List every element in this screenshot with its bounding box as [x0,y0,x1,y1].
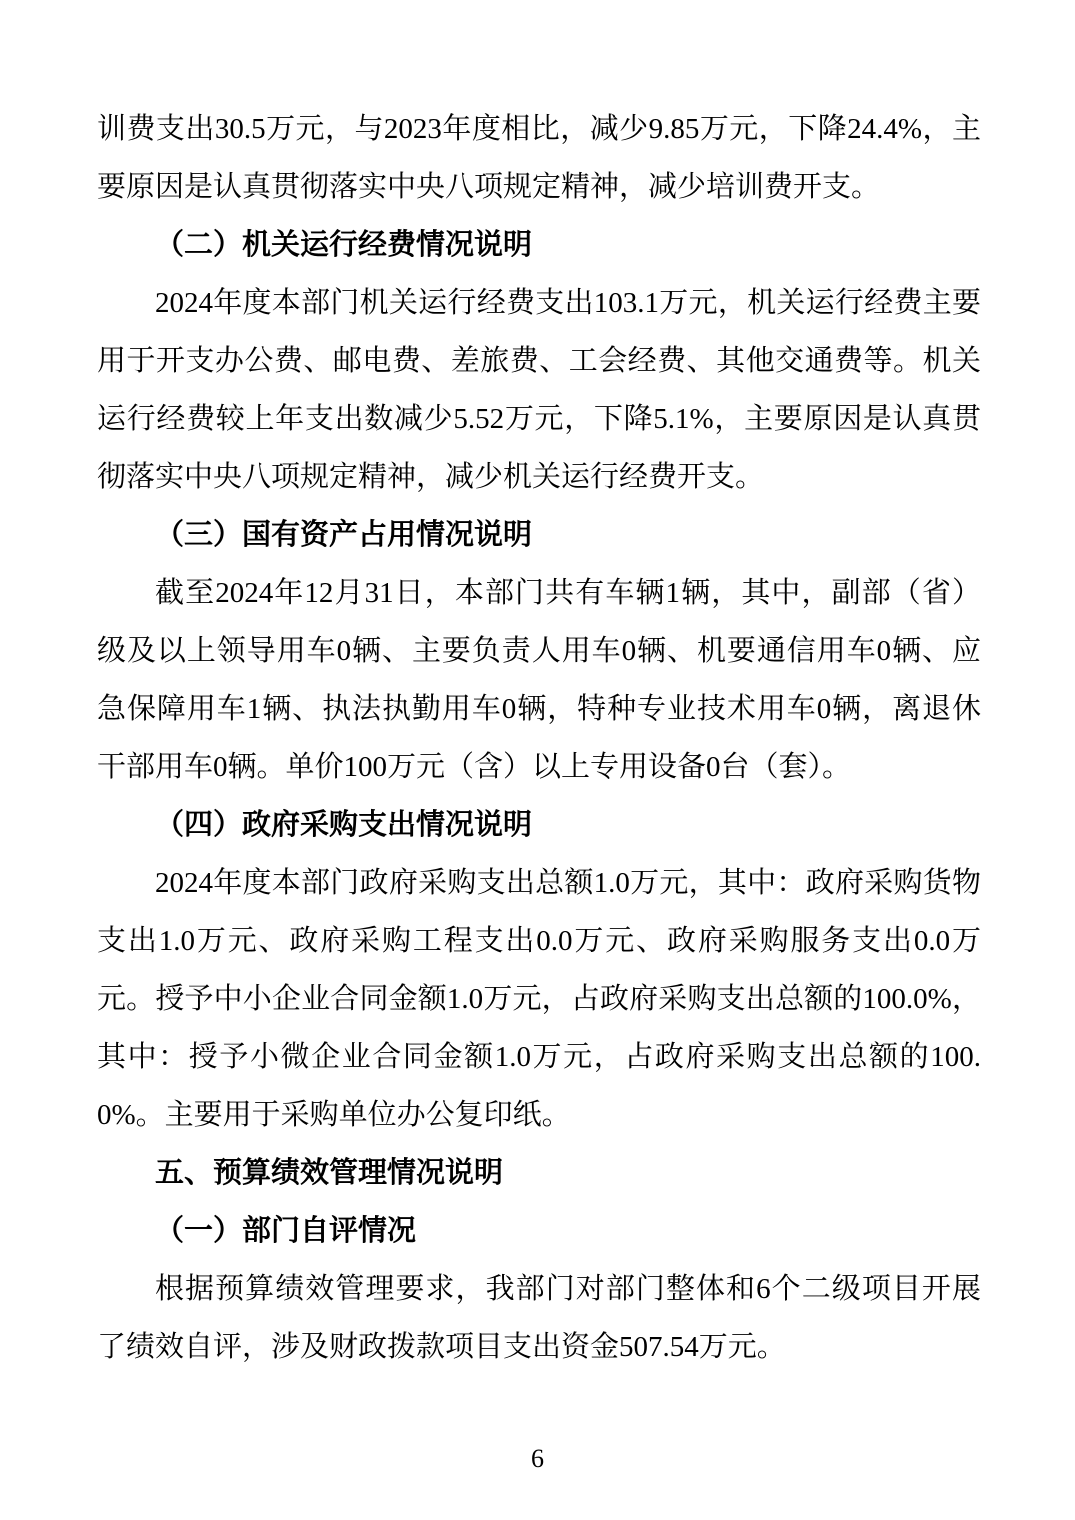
paragraph-department-self-evaluation: 根据预算绩效管理要求，我部门对部门整体和6个二级项目开展了绩效自评，涉及财政拨款项目支出资金507.54万元。 [97,1273,981,1363]
heading-government-procurement: （四）政府采购支出情况说明 [155,809,533,841]
document-body [97,100,981,1376]
heading-department-self-evaluation: （一）部门自评情况 [155,1215,417,1247]
paragraph-agency-operating-costs: 2024年度本部门机关运行经费支出103.1万元，机关运行经费主要用于开支办公费、邮电费、差旅费、工会经费、其他交通费等。机关运行经费较上年支出数减少5.52万元，下降5.1%，主要原因是认真贯彻落实中央八项规定精神，减少机关运行经费开支。 [97,287,981,493]
heading-agency-operating-costs: （二）机关运行经费情况说明 [155,229,533,261]
page-number: 6 [531,1444,544,1473]
paragraph-state-owned-assets: 截至2024年12月31日，本部门共有车辆1辆，其中，副部（省）级及以上领导用车0辆、主要负责人用车0辆、机要通信用车0辆、应急保障用车1辆、执法执勤用车0辆，特种专业技术用车0辆，离退休干部用车0辆。单价100万元（含）以上专用设备0台（套）。 [97,577,981,783]
heading-budget-performance-management: 五、预算绩效管理情况说明 [155,1157,504,1189]
paragraph-training-fee-continued: 训费支出30.5万元，与2023年度相比，减少9.85万元，下降24.4%，主要原因是认真贯彻落实中央八项规定精神，减少培训费开支。 [97,113,981,203]
paragraph-government-procurement: 2024年度本部门政府采购支出总额1.0万元，其中：政府采购货物支出1.0万元、政府采购工程支出0.0万元、政府采购服务支出0.0万元。授予中小企业合同金额1.0万元，占政府采购支出总额的100.0%，其中：授予小微企业合同金额1.0万元，占政府采购支出总额的100.0%。主要用于采购单位办公复印纸。 [97,867,981,1131]
heading-state-owned-assets: （三）国有资产占用情况说明 [155,519,533,551]
